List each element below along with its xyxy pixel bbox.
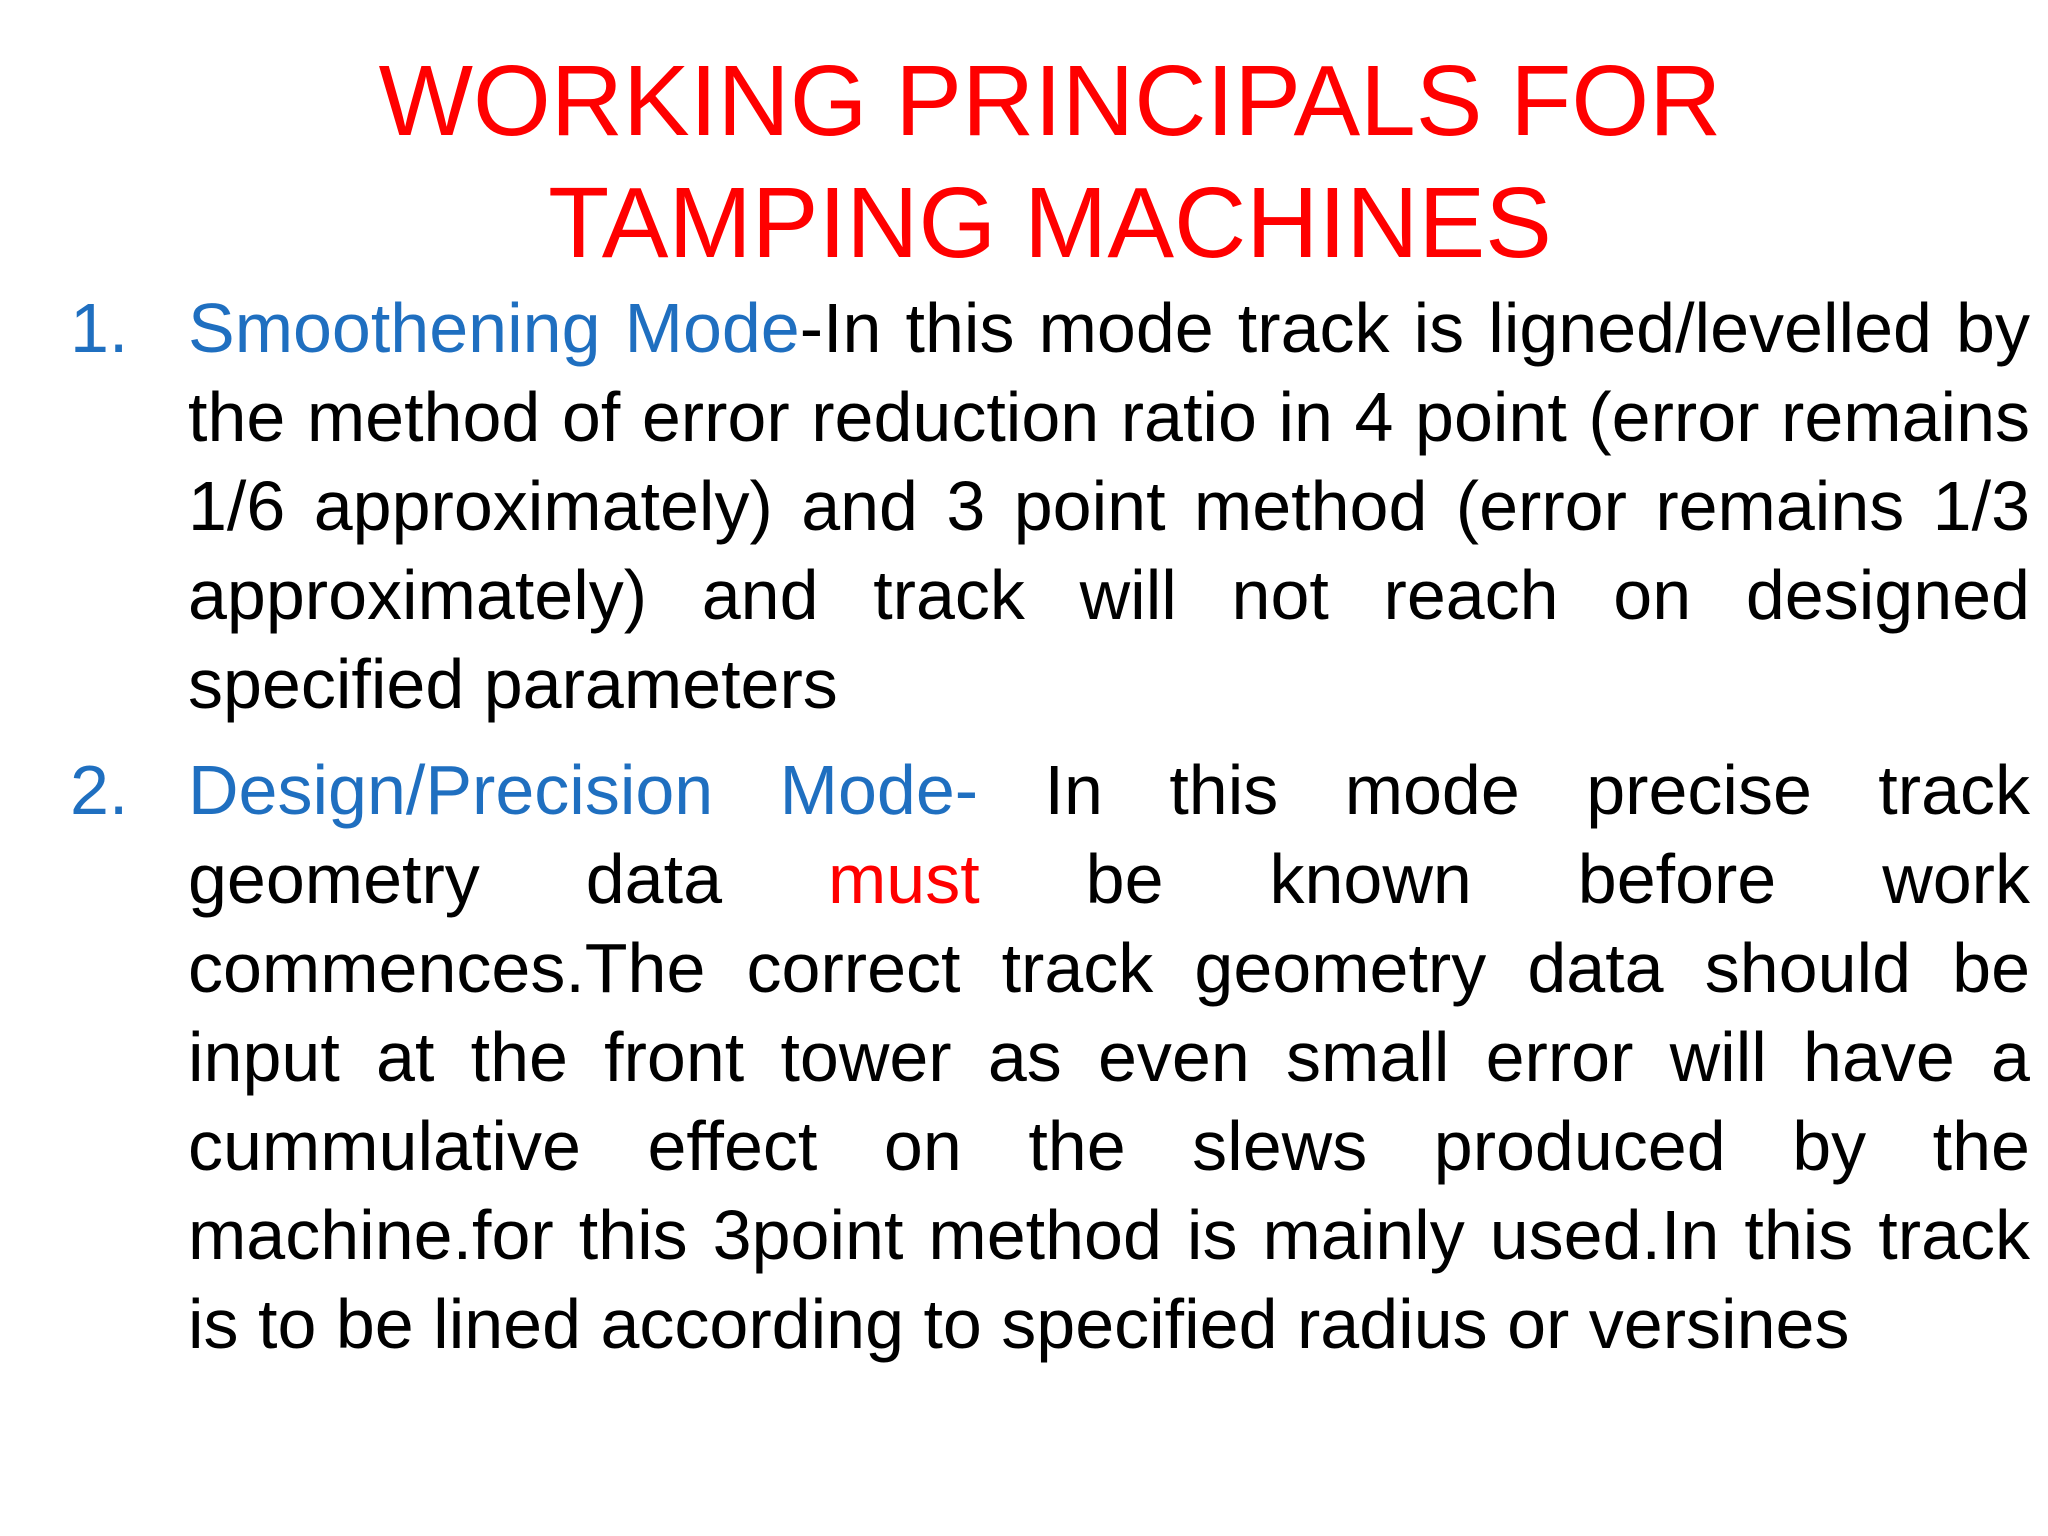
- list-item-design-precision-mode: [70, 746, 2030, 1369]
- list-item-text-before: In this mode precise track geometry data: [188, 751, 2030, 918]
- slide-title-line-1: WORKING PRINCIPALS FOR: [378, 45, 1722, 157]
- list-item-heading: Design/Precision Mode-: [188, 751, 979, 829]
- list-item-number: 1.: [70, 289, 129, 367]
- slide-title-line-2: TAMPING MACHINES: [548, 167, 1552, 279]
- list-item-heading: Smoothening Mode: [188, 289, 800, 367]
- slide-title: [70, 40, 2030, 284]
- list-item-smoothening-mode: [70, 284, 2030, 729]
- list-item-number: 2.: [70, 751, 129, 829]
- principles-list: [70, 284, 2030, 1369]
- list-item-emphasis: must: [827, 840, 980, 918]
- list-item-text-after: be known before work commences.The correct track geometry data should be input at the front tower as even small error will have a cummulative effect on the slews produced by the machine.for this 3point method is mainly used.In this track is to be lined according to specified radius or versines: [188, 840, 2030, 1363]
- list-item-text: -In this mode track is ligned/levelled by the method of error reduction ratio in 4 point (error remains 1/6 approximately) and 3 point method (error remains 1/3 approximately) and track will not reach on designed specified parameters: [188, 289, 2030, 723]
